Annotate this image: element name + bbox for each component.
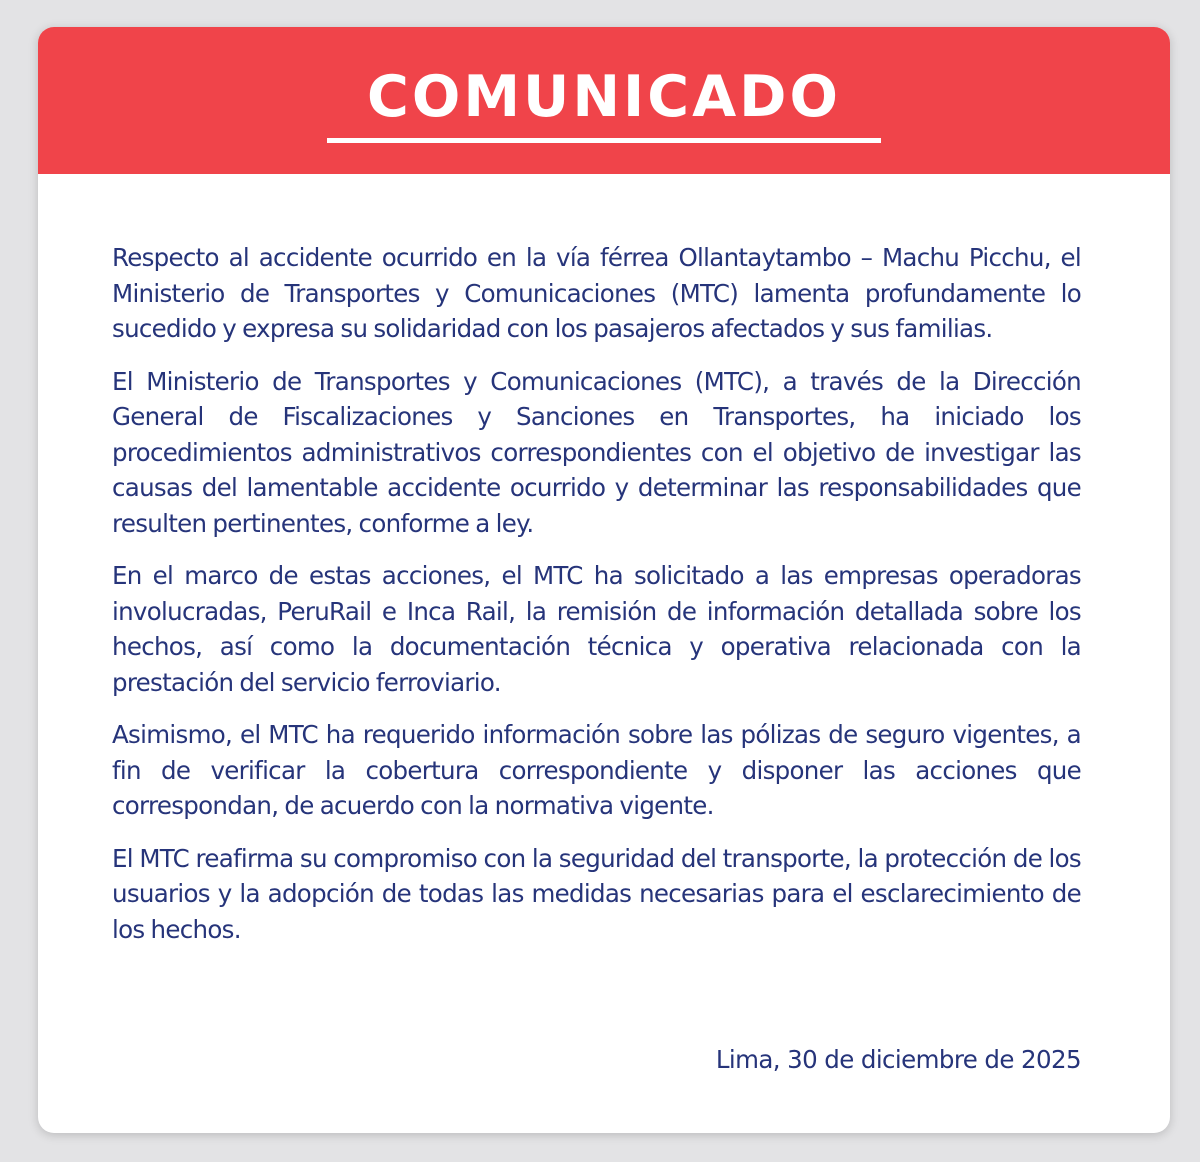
title-underline: [327, 138, 881, 143]
paragraph-insurance: Asimismo, el MTC ha requerido información sobre las pólizas de seguro vigentes, a fin de verificar la cobertura correspondiente y disponer las acciones que correspondan, de acuerdo con la normativa vigente.: [112, 720, 1081, 820]
place-and-date: Lima, 30 de diciembre de 2025: [715, 1045, 1081, 1074]
paragraph-information-request: En el marco de estas acciones, el MTC ha solicitado a las empresas operadoras involucradas, PeruRail e Inca Rail, la remisión de información detallada sobre los hechos, así como la documentación técnica y operativa relacionada con la prestación del servicio ferroviario.: [112, 561, 1081, 697]
header-banner: [38, 27, 1170, 174]
paragraph-commitment: El MTC reafirma su compromiso con la seguridad del transporte, la protección de los usuarios y la adopción de todas las medidas necesarias para el esclarecimiento de los hechos.: [112, 843, 1081, 944]
communique-card: [38, 27, 1170, 1133]
page-title: COMUNICADO: [367, 64, 841, 130]
paragraph-accident: Respecto al accidente ocurrido en la vía férrea Ollantaytambo – Machu Picchu, el Ministerio de Transportes y Comunicaciones (MTC) lamenta profundamente lo sucedido y expresa su solidaridad con los pasajeros afectados y sus familias.: [112, 243, 1081, 343]
paragraph-procedures: El Ministerio de Transportes y Comunicaciones (MTC), a través de la Dirección General de Fiscalizaciones y Sanciones en Transportes, ha iniciado los procedimientos administrativos correspondientes con el objetivo de investigar las causas del lamentable accidente ocurrido y determinar las responsabilidades que resulten pertinentes, conforme a ley.: [112, 366, 1081, 538]
communique-body: [112, 240, 1081, 964]
